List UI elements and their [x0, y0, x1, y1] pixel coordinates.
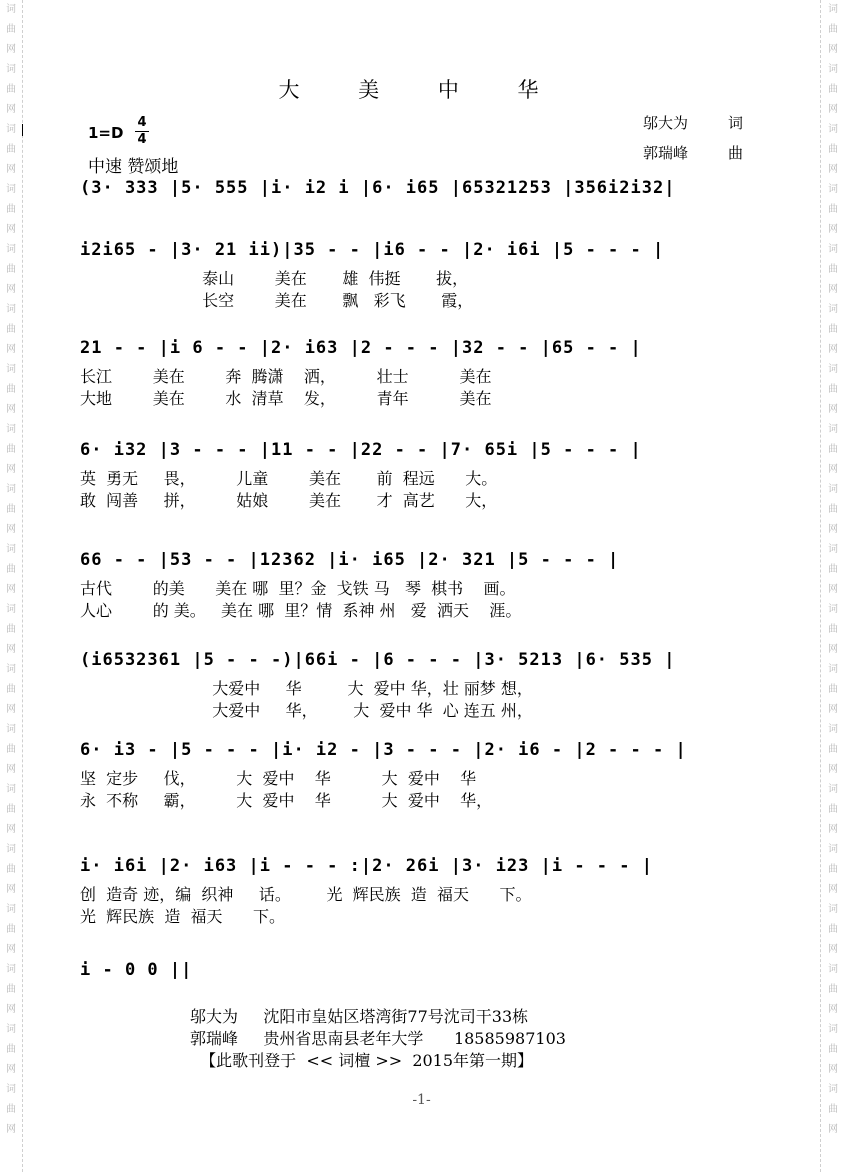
watermark-char: 曲	[828, 324, 838, 335]
composer-role: 曲	[728, 144, 744, 162]
lyric-verse-1: 大爱中 华 大 爱中 华，壮 丽梦 想，	[80, 679, 533, 698]
watermark-char: 词	[828, 784, 838, 795]
watermark-char: 曲	[6, 444, 16, 455]
watermark-char: 网	[6, 344, 16, 355]
watermark-char: 曲	[6, 684, 16, 695]
left-margin-line	[22, 0, 23, 1172]
notation-line: 66 - - |53 - - |12362 |i· i65 |2· 321 |5 - - - |	[80, 550, 620, 570]
watermark-char: 曲	[6, 504, 16, 515]
watermark-char: 曲	[828, 864, 838, 875]
watermark-char: 网	[6, 464, 16, 475]
notation-line: i - 0 0 ||	[80, 960, 193, 980]
watermark-char: 网	[828, 524, 838, 535]
watermark-char: 词	[6, 664, 16, 675]
watermark-char: 词	[6, 124, 16, 135]
composer-name: 郭瑞峰	[643, 144, 689, 162]
lyric-verse-2: 人心 的 美。 美在 哪 里？情 系神 州 爱 洒天 涯。	[80, 601, 522, 620]
watermark-char: 词	[6, 904, 16, 915]
lyric-verse-2: 敢 闯善 拼， 姑娘 美在 才 高艺 大，	[80, 491, 498, 510]
watermark-char: 网	[6, 764, 16, 775]
footer-info	[190, 1006, 566, 1072]
watermark-char: 曲	[6, 984, 16, 995]
right-margin-line	[820, 0, 821, 1172]
lyric-verse-2: 大爱中 华， 大 爱中 华 心 连五 州，	[80, 701, 533, 720]
lyric-verse-1: 英 勇无 畏， 儿童 美在 前 程远 大。	[80, 469, 498, 488]
watermark-char: 曲	[828, 684, 838, 695]
time-signature-bottom: 4	[137, 132, 147, 147]
watermark-char: 词	[828, 544, 838, 555]
lyric-verse-2: 光 辉民族 造 福天 下。	[80, 907, 286, 926]
watermark-char: 曲	[828, 804, 838, 815]
watermark-char: 词	[828, 244, 838, 255]
key-signature: 1=D	[88, 124, 124, 142]
watermark-char: 网	[828, 104, 838, 115]
watermark-char: 网	[6, 284, 16, 295]
watermark-char: 词	[6, 244, 16, 255]
watermark-char: 词	[6, 1084, 16, 1095]
watermark-char: 网	[828, 404, 838, 415]
page-number: -1-	[412, 1092, 431, 1108]
notation-line: (3· 333 |5· 555 |i· i2 i |6· i65 |65321253 |356i2i32|	[80, 178, 676, 198]
notation-line: i2i65 - |3· 21 ii)|35 - - |i6 - - |2· i6i |5 - - - |	[80, 240, 665, 260]
watermark-char: 词	[828, 844, 838, 855]
watermark-char: 词	[828, 364, 838, 375]
watermark-char: 网	[6, 1124, 16, 1135]
watermark-char: 曲	[828, 264, 838, 275]
watermark-char: 曲	[828, 144, 838, 155]
watermark-char: 曲	[828, 1104, 838, 1115]
watermark-char: 曲	[6, 24, 16, 35]
watermark-char: 曲	[828, 564, 838, 575]
watermark-char: 网	[828, 284, 838, 295]
watermark-char: 曲	[828, 924, 838, 935]
watermark-char: 曲	[6, 204, 16, 215]
watermark-char: 网	[6, 164, 16, 175]
watermark-char: 曲	[828, 504, 838, 515]
watermark-char: 曲	[828, 444, 838, 455]
watermark-char: 曲	[6, 1104, 16, 1115]
watermark-char: 曲	[6, 864, 16, 875]
watermark-char: 网	[828, 884, 838, 895]
lyric-verse-2: 大地 美在 水 清草 发， 青年 美在	[80, 389, 492, 408]
watermark-char: 曲	[6, 384, 16, 395]
watermark-char: 词	[828, 184, 838, 195]
watermark-char: 词	[828, 1084, 838, 1095]
watermark-char: 词	[6, 1024, 16, 1035]
watermark-char: 网	[828, 1004, 838, 1015]
watermark-char: 词	[828, 124, 838, 135]
watermark-char: 网	[828, 44, 838, 55]
watermark-char: 网	[828, 944, 838, 955]
watermark-char: 词	[828, 964, 838, 975]
watermark-char: 网	[828, 764, 838, 775]
watermark-char: 曲	[828, 84, 838, 95]
watermark-char: 网	[828, 704, 838, 715]
watermark-char: 网	[6, 704, 16, 715]
watermark-char: 词	[6, 484, 16, 495]
watermark-char: 词	[828, 4, 838, 15]
left-watermark	[4, 0, 18, 1172]
watermark-char: 曲	[6, 804, 16, 815]
watermark-char: 网	[828, 1064, 838, 1075]
lyric-verse-1: 长江 美在 奔 腾潇 洒， 壮士 美在	[80, 367, 492, 386]
watermark-char: 词	[828, 664, 838, 675]
lyric-verse-2: 长空 美在 飘 彩飞 霞，	[80, 291, 474, 310]
watermark-char: 词	[6, 604, 16, 615]
lyricist-name: 邬大为	[643, 114, 689, 132]
watermark-char: 曲	[828, 744, 838, 755]
watermark-char: 网	[6, 824, 16, 835]
watermark-char: 网	[828, 644, 838, 655]
watermark-char: 曲	[6, 624, 16, 635]
watermark-char: 网	[828, 464, 838, 475]
watermark-char: 词	[6, 4, 16, 15]
lyricist-credit	[643, 108, 743, 138]
watermark-char: 网	[6, 1064, 16, 1075]
watermark-char: 词	[6, 364, 16, 375]
watermark-char: 网	[6, 1004, 16, 1015]
watermark-char: 曲	[6, 84, 16, 95]
watermark-char: 词	[6, 64, 16, 75]
song-title: 大 美 中 华	[278, 78, 565, 102]
watermark-char: 词	[6, 964, 16, 975]
right-watermark	[826, 0, 840, 1172]
watermark-char: 网	[828, 164, 838, 175]
watermark-char: 网	[828, 824, 838, 835]
watermark-char: 词	[828, 904, 838, 915]
notation-line: (i6532361 |5 - - -)|66i - |6 - - - |3· 5213 |6· 535 |	[80, 650, 676, 670]
notation-line: 6· i3 - |5 - - - |i· i2 - |3 - - - |2· i6 - |2 - - - |	[80, 740, 687, 760]
watermark-char: 曲	[6, 1044, 16, 1055]
time-signature	[135, 116, 149, 147]
watermark-char: 网	[6, 404, 16, 415]
composer-credit	[643, 138, 743, 168]
notation-line: 21 - - |i 6 - - |2· i63 |2 - - - |32 - - |65 - - |	[80, 338, 642, 358]
watermark-char: 词	[6, 784, 16, 795]
lyricist-role: 词	[728, 114, 744, 132]
watermark-char: 曲	[6, 564, 16, 575]
watermark-char: 曲	[828, 984, 838, 995]
watermark-char: 词	[6, 304, 16, 315]
watermark-char: 曲	[828, 24, 838, 35]
watermark-char: 曲	[828, 384, 838, 395]
watermark-char: 网	[828, 1124, 838, 1135]
watermark-char: 曲	[6, 324, 16, 335]
watermark-char: 词	[828, 424, 838, 435]
watermark-char: 词	[828, 604, 838, 615]
time-signature-top: 4	[137, 115, 147, 130]
watermark-char: 词	[828, 64, 838, 75]
watermark-char: 词	[828, 304, 838, 315]
watermark-char: 词	[6, 844, 16, 855]
lyric-verse-2: 永 不称 霸， 大 爱中 华 大 爱中 华，	[80, 791, 493, 810]
watermark-char: 曲	[6, 144, 16, 155]
watermark-char: 网	[6, 944, 16, 955]
watermark-char: 网	[828, 224, 838, 235]
credits	[643, 108, 743, 168]
composer-address: 郭瑞峰 贵州省思南县老年大学 18585987103	[190, 1029, 566, 1048]
watermark-char: 词	[828, 724, 838, 735]
watermark-char: 词	[6, 724, 16, 735]
watermark-char: 网	[6, 224, 16, 235]
lyric-verse-1: 创 造奇 迹，编 织神 话。 光 辉民族 造 福天 下。	[80, 885, 532, 904]
lyric-verse-1: 坚 定步 伐， 大 爱中 华 大 爱中 华	[80, 769, 477, 788]
lyric-verse-1: 古代 的美 美在 哪 里？金 戈铁 马 琴 棋书 画。	[80, 579, 516, 598]
watermark-char: 词	[828, 484, 838, 495]
watermark-char: 曲	[6, 924, 16, 935]
tempo-marking: 中速 赞颂地	[88, 157, 179, 177]
publication-note: 【此歌刊登于 << 词檀 >> 2015年第一期】	[190, 1051, 534, 1070]
watermark-char: 词	[6, 544, 16, 555]
watermark-char: 网	[6, 524, 16, 535]
notation-line: 6· i32 |3 - - - |11 - - |22 - - |7· 65i |5 - - - |	[80, 440, 642, 460]
watermark-char: 网	[6, 644, 16, 655]
watermark-char: 网	[828, 344, 838, 355]
watermark-char: 曲	[6, 744, 16, 755]
watermark-char: 网	[6, 584, 16, 595]
lyricist-address: 邬大为 沈阳市皇姑区塔湾街77号沈司干33栋	[190, 1007, 529, 1026]
notation-line: i· i6i |2· i63 |i - - - :|2· 26i |3· i23 |i - - - |	[80, 856, 653, 876]
watermark-char: 网	[6, 104, 16, 115]
watermark-char: 曲	[828, 624, 838, 635]
text-cursor	[22, 124, 23, 136]
watermark-char: 网	[6, 44, 16, 55]
watermark-char: 曲	[828, 204, 838, 215]
watermark-char: 曲	[6, 264, 16, 275]
watermark-char: 曲	[828, 1044, 838, 1055]
watermark-char: 网	[6, 884, 16, 895]
watermark-char: 词	[6, 184, 16, 195]
watermark-char: 词	[6, 424, 16, 435]
watermark-char: 网	[828, 584, 838, 595]
lyric-verse-1: 泰山 美在 雄 伟挺 拔，	[80, 269, 469, 288]
watermark-char: 词	[828, 1024, 838, 1035]
